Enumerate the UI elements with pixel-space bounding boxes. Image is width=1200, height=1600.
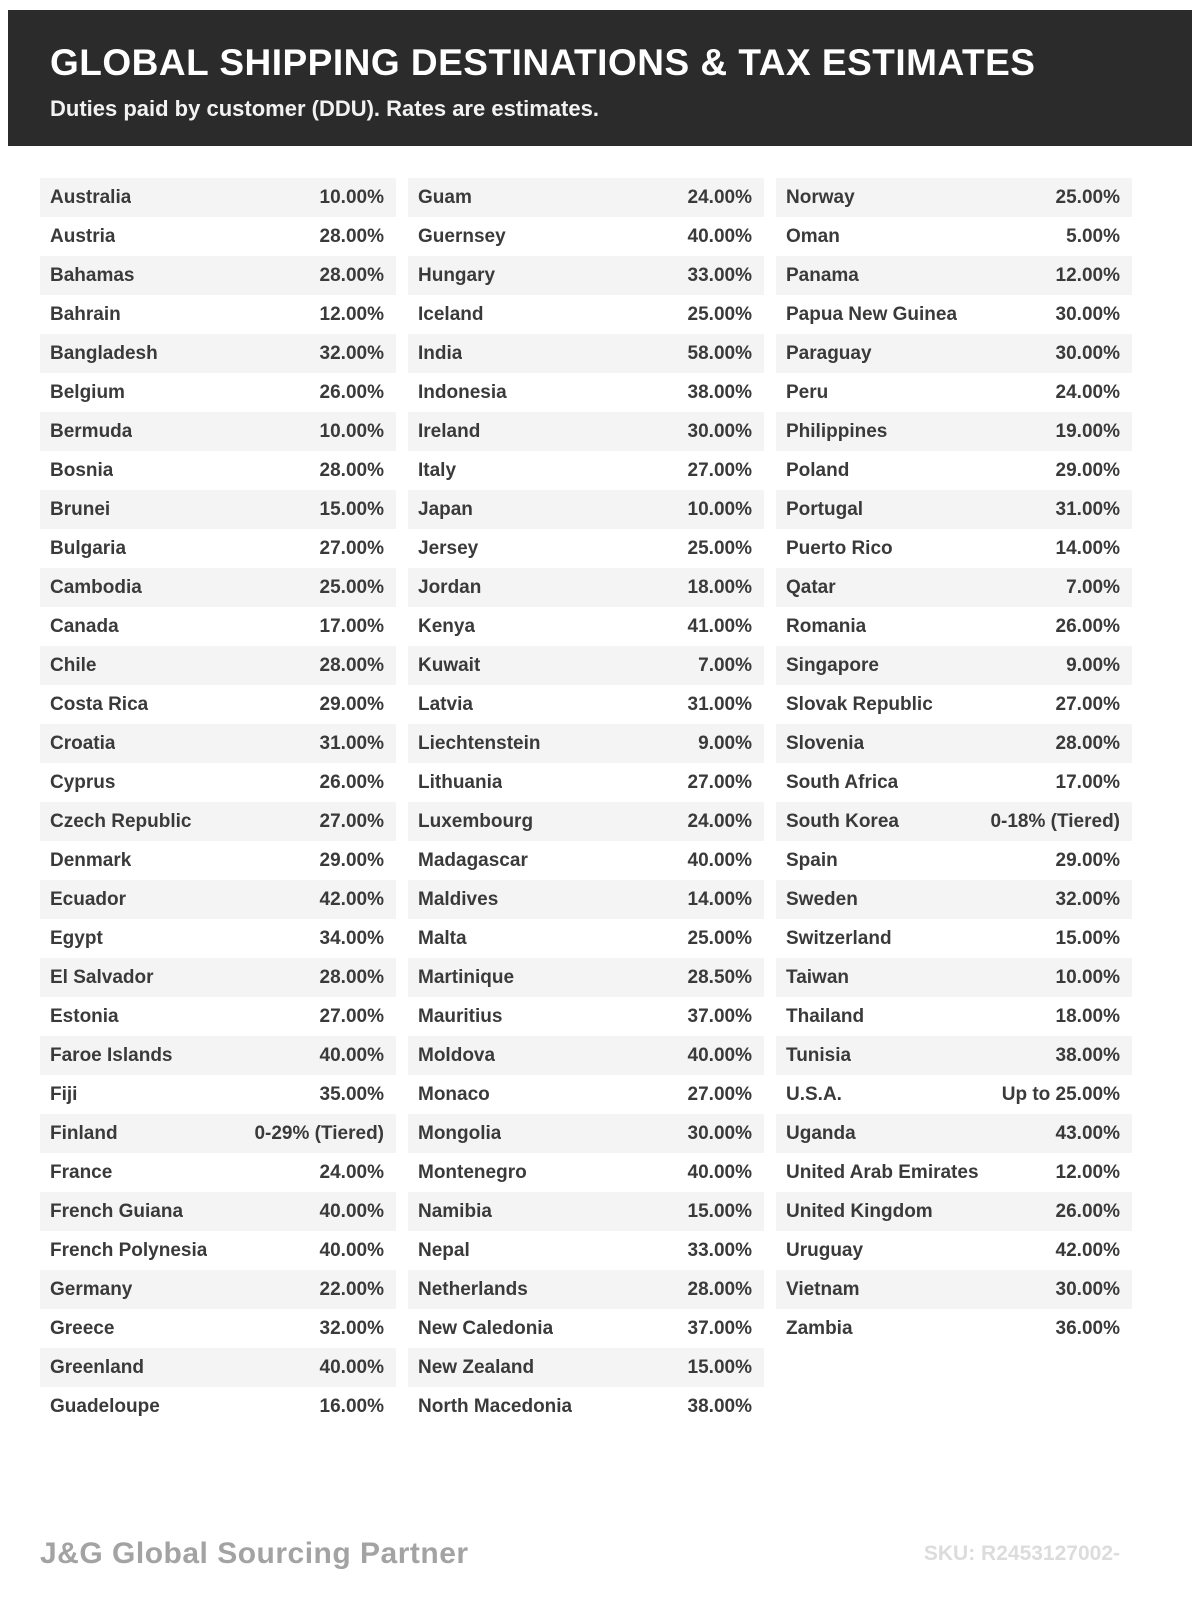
page-title: GLOBAL SHIPPING DESTINATIONS & TAX ESTIMATES xyxy=(50,42,1036,83)
tax-rate: 28.00% xyxy=(687,1278,752,1300)
table-row xyxy=(408,919,764,958)
country-name: Greenland xyxy=(50,1356,144,1378)
tax-rate: 17.00% xyxy=(319,615,384,637)
country-name: Montenegro xyxy=(418,1161,527,1183)
country-name: Canada xyxy=(50,615,119,637)
tax-rate: 24.00% xyxy=(687,186,752,208)
table-row xyxy=(40,685,396,724)
country-name: Greece xyxy=(50,1317,115,1339)
table-row xyxy=(40,1153,396,1192)
country-name: Poland xyxy=(786,459,850,481)
table-row xyxy=(40,724,396,763)
table-row xyxy=(408,1036,764,1075)
tax-rate: 30.00% xyxy=(687,1122,752,1144)
tax-rate: 15.00% xyxy=(1055,927,1120,949)
country-name: New Zealand xyxy=(418,1356,535,1378)
country-name: Latvia xyxy=(418,693,473,715)
tax-rate: 29.00% xyxy=(319,849,384,871)
country-name: Japan xyxy=(418,498,473,520)
country-name: French Guiana xyxy=(50,1200,184,1222)
tax-rate: 29.00% xyxy=(1055,459,1120,481)
country-name: Slovenia xyxy=(786,732,865,754)
tax-rate: 38.00% xyxy=(1055,1044,1120,1066)
tax-rate: 28.50% xyxy=(687,966,752,988)
tax-rate: 9.00% xyxy=(1066,654,1120,676)
table-row xyxy=(40,412,396,451)
tax-rate: 37.00% xyxy=(687,1005,752,1027)
table-row xyxy=(408,685,764,724)
tax-rate: 25.00% xyxy=(687,927,752,949)
tax-rate: 43.00% xyxy=(1055,1122,1120,1144)
tax-rate: 58.00% xyxy=(687,342,752,364)
footer xyxy=(0,1526,1200,1600)
tax-rate: 41.00% xyxy=(687,615,752,637)
table-row xyxy=(776,646,1132,685)
table-row xyxy=(40,646,396,685)
table-row xyxy=(40,841,396,880)
country-name: New Caledonia xyxy=(418,1317,554,1339)
tax-rate: 38.00% xyxy=(687,381,752,403)
table-row xyxy=(40,997,396,1036)
tax-rate: 10.00% xyxy=(1055,966,1120,988)
country-name: Faroe Islands xyxy=(50,1044,173,1066)
tax-rate: 42.00% xyxy=(1055,1239,1120,1261)
country-name: Iceland xyxy=(418,303,484,325)
country-name: Panama xyxy=(786,264,859,286)
tax-rate: 29.00% xyxy=(319,693,384,715)
country-name: Moldova xyxy=(418,1044,496,1066)
table-row xyxy=(40,334,396,373)
country-name: France xyxy=(50,1161,113,1183)
table-row xyxy=(408,490,764,529)
country-name: Madagascar xyxy=(418,849,528,871)
table-row xyxy=(776,724,1132,763)
table-column-2 xyxy=(408,178,764,1426)
table-row xyxy=(776,412,1132,451)
country-name: Czech Republic xyxy=(50,810,192,832)
tax-rate: 16.00% xyxy=(319,1395,384,1417)
tax-rate: 38.00% xyxy=(687,1395,752,1417)
country-name: Brunei xyxy=(50,498,111,520)
country-name: Mongolia xyxy=(418,1122,502,1144)
country-name: Austria xyxy=(50,225,116,247)
table-row xyxy=(408,1348,764,1387)
country-name: Slovak Republic xyxy=(786,693,933,715)
table-row xyxy=(776,1192,1132,1231)
tax-rate: 24.00% xyxy=(1055,381,1120,403)
country-name: Papua New Guinea xyxy=(786,303,958,325)
tax-rate: 36.00% xyxy=(1055,1317,1120,1339)
table-row xyxy=(40,1270,396,1309)
tax-rate: 31.00% xyxy=(1055,498,1120,520)
country-name: Guam xyxy=(418,186,472,208)
country-name: United Kingdom xyxy=(786,1200,933,1222)
table-row xyxy=(408,568,764,607)
country-name: Ireland xyxy=(418,420,481,442)
country-name: Lithuania xyxy=(418,771,503,793)
table-row xyxy=(408,1270,764,1309)
tax-rate: 30.00% xyxy=(687,420,752,442)
table-row xyxy=(776,373,1132,412)
table-row xyxy=(408,529,764,568)
country-name: Uganda xyxy=(786,1122,856,1144)
tax-rate: 26.00% xyxy=(319,381,384,403)
country-name: United Arab Emirates xyxy=(786,1161,979,1183)
table-row xyxy=(776,607,1132,646)
table-row xyxy=(40,217,396,256)
country-name: Paraguay xyxy=(786,342,872,364)
table-row xyxy=(408,997,764,1036)
country-name: Bangladesh xyxy=(50,342,158,364)
tax-rate: 12.00% xyxy=(1055,264,1120,286)
tax-rate: 28.00% xyxy=(319,966,384,988)
country-name: Namibia xyxy=(418,1200,492,1222)
tax-rate: 5.00% xyxy=(1066,225,1120,247)
tax-rate: 15.00% xyxy=(319,498,384,520)
table-row xyxy=(408,880,764,919)
table-row xyxy=(776,1075,1132,1114)
table-row xyxy=(408,412,764,451)
tax-rate: 25.00% xyxy=(687,537,752,559)
country-name: Taiwan xyxy=(786,966,849,988)
table-row xyxy=(40,919,396,958)
table-row xyxy=(408,724,764,763)
table-column-1 xyxy=(40,178,396,1426)
tax-rate: 15.00% xyxy=(687,1356,752,1378)
tax-rate: 0-29% (Tiered) xyxy=(254,1122,384,1144)
table-row xyxy=(408,334,764,373)
table-row xyxy=(776,685,1132,724)
table-row xyxy=(776,490,1132,529)
table-row xyxy=(408,178,764,217)
tax-rate: 27.00% xyxy=(319,810,384,832)
table-column-3 xyxy=(776,178,1132,1426)
country-name: Cambodia xyxy=(50,576,142,598)
tax-rate: 25.00% xyxy=(1055,186,1120,208)
tax-rate: 40.00% xyxy=(319,1044,384,1066)
tax-rate: 0-18% (Tiered) xyxy=(990,810,1120,832)
table-row xyxy=(776,217,1132,256)
brand-name: J&G Global Sourcing Partner xyxy=(40,1537,469,1570)
table-row xyxy=(40,1192,396,1231)
tax-rate: 25.00% xyxy=(687,303,752,325)
country-name: Vietnam xyxy=(786,1278,860,1300)
country-name: Oman xyxy=(786,225,840,247)
country-name: Finland xyxy=(50,1122,118,1144)
table-row xyxy=(408,841,764,880)
country-name: Bahamas xyxy=(50,264,135,286)
table-row xyxy=(40,295,396,334)
table-row xyxy=(776,1309,1132,1348)
table-row xyxy=(40,958,396,997)
country-name: Romania xyxy=(786,615,867,637)
table-row xyxy=(408,1153,764,1192)
country-name: Kuwait xyxy=(418,654,481,676)
table-row xyxy=(40,763,396,802)
tax-rate: 24.00% xyxy=(319,1161,384,1183)
tax-rate: 10.00% xyxy=(319,186,384,208)
country-name: Australia xyxy=(50,186,132,208)
country-name: India xyxy=(418,342,463,364)
table-row xyxy=(776,334,1132,373)
country-name: Malta xyxy=(418,927,467,949)
tax-rate: 28.00% xyxy=(319,225,384,247)
table-row xyxy=(408,373,764,412)
table-row xyxy=(408,1192,764,1231)
tax-rate: 27.00% xyxy=(687,771,752,793)
table-row xyxy=(40,1075,396,1114)
country-name: Germany xyxy=(50,1278,133,1300)
country-name: Qatar xyxy=(786,576,836,598)
tax-rate: 34.00% xyxy=(319,927,384,949)
tax-rate: 40.00% xyxy=(687,849,752,871)
tax-rate: 26.00% xyxy=(319,771,384,793)
country-name: El Salvador xyxy=(50,966,154,988)
table-row xyxy=(408,451,764,490)
country-name: Portugal xyxy=(786,498,864,520)
country-name: Switzerland xyxy=(786,927,892,949)
tax-rate: 31.00% xyxy=(687,693,752,715)
tax-rate: 35.00% xyxy=(319,1083,384,1105)
tax-rate: 37.00% xyxy=(687,1317,752,1339)
country-name: Ecuador xyxy=(50,888,127,910)
country-name: Chile xyxy=(50,654,97,676)
tax-rate: 14.00% xyxy=(1055,537,1120,559)
table-row xyxy=(776,568,1132,607)
tax-rate: 31.00% xyxy=(319,732,384,754)
tax-rate: 10.00% xyxy=(319,420,384,442)
tax-rate: 40.00% xyxy=(319,1200,384,1222)
country-name: South Africa xyxy=(786,771,899,793)
tax-rate: 30.00% xyxy=(1055,1278,1120,1300)
tax-rate: 27.00% xyxy=(319,537,384,559)
country-name: Bulgaria xyxy=(50,537,127,559)
tax-rate: 7.00% xyxy=(698,654,752,676)
country-name: Jordan xyxy=(418,576,482,598)
country-name: Sweden xyxy=(786,888,858,910)
table-row xyxy=(408,1309,764,1348)
tax-rate: 27.00% xyxy=(687,459,752,481)
tax-rate: 42.00% xyxy=(319,888,384,910)
tax-rate: 27.00% xyxy=(319,1005,384,1027)
country-name: Hungary xyxy=(418,264,496,286)
tax-rate: 10.00% xyxy=(687,498,752,520)
table-row xyxy=(776,919,1132,958)
table-row xyxy=(40,880,396,919)
table-row xyxy=(408,1114,764,1153)
table-row xyxy=(776,295,1132,334)
table-row xyxy=(776,529,1132,568)
country-name: U.S.A. xyxy=(786,1083,842,1105)
country-name: Maldives xyxy=(418,888,499,910)
country-name: South Korea xyxy=(786,810,899,832)
country-name: Netherlands xyxy=(418,1278,528,1300)
country-name: Bosnia xyxy=(50,459,114,481)
country-name: Fiji xyxy=(50,1083,78,1105)
country-name: Cyprus xyxy=(50,771,116,793)
table-row xyxy=(40,1387,396,1426)
tax-rate: 33.00% xyxy=(687,1239,752,1261)
country-name: Jersey xyxy=(418,537,479,559)
tax-rate: 12.00% xyxy=(319,303,384,325)
tax-rate: 33.00% xyxy=(687,264,752,286)
table-row xyxy=(408,646,764,685)
table-row xyxy=(40,451,396,490)
country-name: Monaco xyxy=(418,1083,490,1105)
tax-rate: 28.00% xyxy=(319,654,384,676)
tax-rate: 26.00% xyxy=(1055,615,1120,637)
table-row xyxy=(408,607,764,646)
table-row xyxy=(408,1387,764,1426)
country-name: Nepal xyxy=(418,1239,470,1261)
country-name: North Macedonia xyxy=(418,1395,573,1417)
table-row xyxy=(776,997,1132,1036)
table-row xyxy=(40,607,396,646)
tax-rate: 40.00% xyxy=(687,225,752,247)
table-row xyxy=(40,1114,396,1153)
sku-label: SKU: R2453127002- xyxy=(923,1542,1120,1565)
country-name: Tunisia xyxy=(786,1044,852,1066)
table-row xyxy=(776,802,1132,841)
table-row xyxy=(408,1231,764,1270)
tax-rate: 24.00% xyxy=(687,810,752,832)
country-name: Belgium xyxy=(50,381,125,403)
tax-rate: 30.00% xyxy=(1055,342,1120,364)
table-row xyxy=(776,1270,1132,1309)
country-name: Peru xyxy=(786,381,829,403)
country-name: Singapore xyxy=(786,654,879,676)
table-row xyxy=(776,1036,1132,1075)
tax-rate: 7.00% xyxy=(1066,576,1120,598)
country-name: Denmark xyxy=(50,849,132,871)
tax-rate: 18.00% xyxy=(687,576,752,598)
country-name: Liechtenstein xyxy=(418,732,541,754)
tax-rate: 9.00% xyxy=(698,732,752,754)
country-name: Thailand xyxy=(786,1005,865,1027)
tax-rate: 32.00% xyxy=(1055,888,1120,910)
table-row xyxy=(408,763,764,802)
table-row xyxy=(408,958,764,997)
country-name: Italy xyxy=(418,459,457,481)
tax-rate: Up to 25.00% xyxy=(1001,1083,1120,1105)
tax-rate: 19.00% xyxy=(1055,420,1120,442)
country-name: Guadeloupe xyxy=(50,1395,160,1417)
tax-rate: 28.00% xyxy=(319,459,384,481)
country-name: Uruguay xyxy=(786,1239,864,1261)
tax-rate: 30.00% xyxy=(1055,303,1120,325)
country-name: Martinique xyxy=(418,966,515,988)
table-row xyxy=(776,451,1132,490)
country-name: Estonia xyxy=(50,1005,119,1027)
table-row xyxy=(776,841,1132,880)
table-row xyxy=(40,490,396,529)
country-name: Costa Rica xyxy=(50,693,149,715)
tax-rate: 28.00% xyxy=(1055,732,1120,754)
tax-rate-table xyxy=(0,146,1200,1426)
country-name: Norway xyxy=(786,186,855,208)
table-row xyxy=(40,529,396,568)
tax-rate: 40.00% xyxy=(319,1356,384,1378)
tax-rate: 40.00% xyxy=(319,1239,384,1261)
table-row xyxy=(776,256,1132,295)
tax-rate: 17.00% xyxy=(1055,771,1120,793)
table-row xyxy=(40,568,396,607)
table-row xyxy=(408,256,764,295)
tax-rate: 18.00% xyxy=(1055,1005,1120,1027)
country-name: Zambia xyxy=(786,1317,853,1339)
table-row xyxy=(408,295,764,334)
tax-rate: 26.00% xyxy=(1055,1200,1120,1222)
tax-rate: 12.00% xyxy=(1055,1161,1120,1183)
table-row xyxy=(776,1153,1132,1192)
page-subtitle: Duties paid by customer (DDU). Rates are estimates. xyxy=(50,96,599,121)
table-row xyxy=(776,880,1132,919)
country-name: Bermuda xyxy=(50,420,133,442)
country-name: Puerto Rico xyxy=(786,537,893,559)
tax-rate: 22.00% xyxy=(319,1278,384,1300)
table-row xyxy=(40,256,396,295)
tax-rate: 14.00% xyxy=(687,888,752,910)
table-row xyxy=(776,763,1132,802)
table-row xyxy=(776,178,1132,217)
country-name: Luxembourg xyxy=(418,810,534,832)
tax-rate: 40.00% xyxy=(687,1161,752,1183)
table-row xyxy=(40,373,396,412)
table-row xyxy=(40,1309,396,1348)
table-row xyxy=(408,217,764,256)
tax-rate: 27.00% xyxy=(1055,693,1120,715)
country-name: French Polynesia xyxy=(50,1239,208,1261)
table-row xyxy=(40,1036,396,1075)
tax-rate: 40.00% xyxy=(687,1044,752,1066)
tax-rate: 29.00% xyxy=(1055,849,1120,871)
country-name: Spain xyxy=(786,849,838,871)
country-name: Croatia xyxy=(50,732,116,754)
country-name: Indonesia xyxy=(418,381,507,403)
country-name: Bahrain xyxy=(50,303,121,325)
country-name: Kenya xyxy=(418,615,476,637)
table-row xyxy=(40,1348,396,1387)
tax-rate: 15.00% xyxy=(687,1200,752,1222)
tax-rate: 32.00% xyxy=(319,342,384,364)
country-name: Mauritius xyxy=(418,1005,503,1027)
table-row xyxy=(408,802,764,841)
table-row xyxy=(776,1231,1132,1270)
table-row xyxy=(40,802,396,841)
table-row xyxy=(40,178,396,217)
header-banner xyxy=(8,10,1192,146)
table-row xyxy=(408,1075,764,1114)
tax-rate: 25.00% xyxy=(319,576,384,598)
table-row xyxy=(776,958,1132,997)
country-name: Egypt xyxy=(50,927,103,949)
table-row xyxy=(40,1231,396,1270)
table-row xyxy=(776,1114,1132,1153)
tax-rate: 27.00% xyxy=(687,1083,752,1105)
country-name: Philippines xyxy=(786,420,888,442)
tax-rate: 28.00% xyxy=(319,264,384,286)
tax-rate: 32.00% xyxy=(319,1317,384,1339)
country-name: Guernsey xyxy=(418,225,506,247)
